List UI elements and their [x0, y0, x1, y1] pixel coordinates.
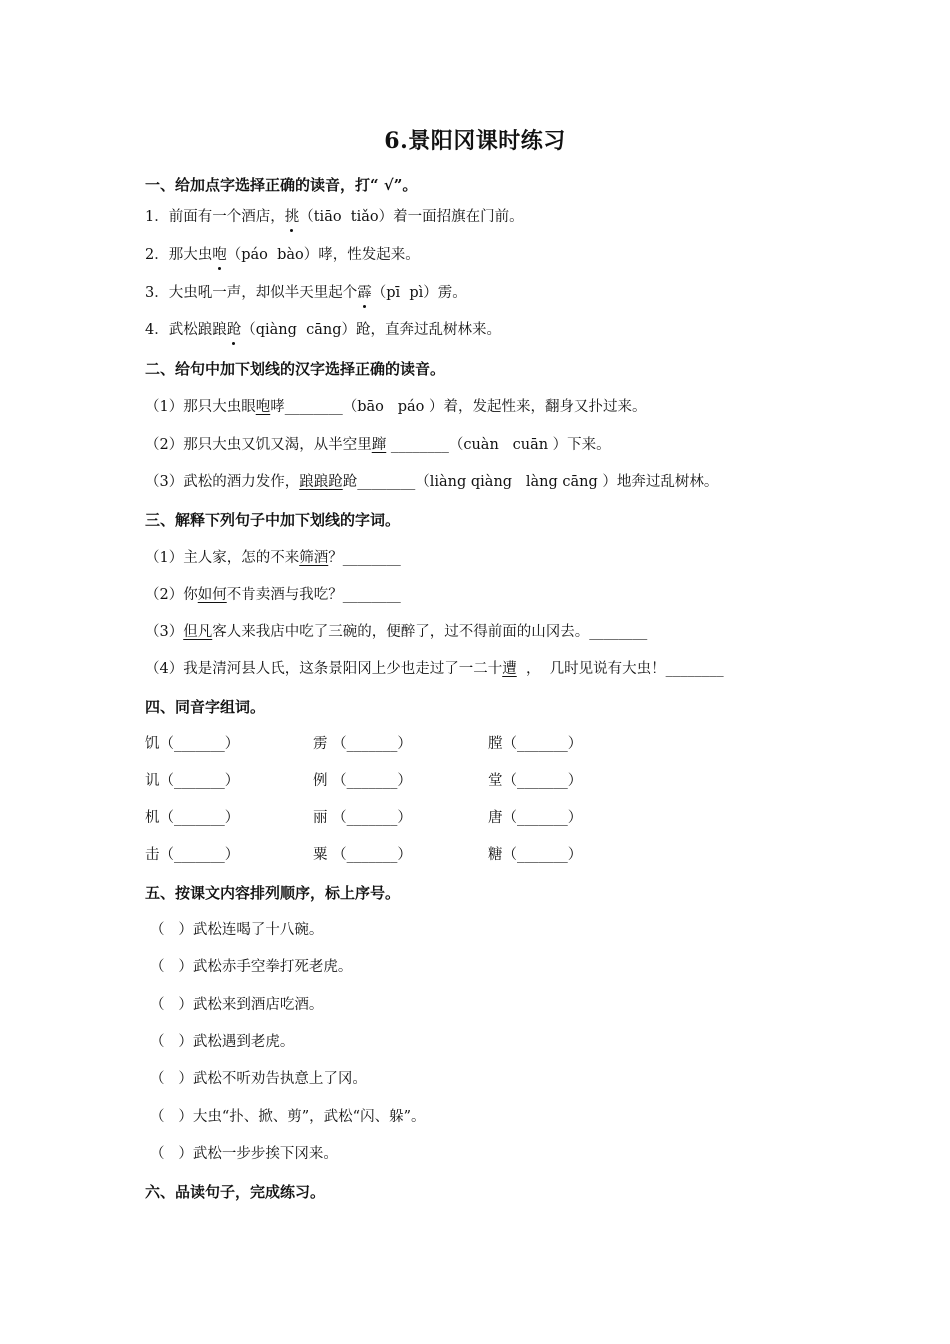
homophone-cell: 糖（_______） — [488, 847, 583, 863]
homophone-cell: 粟 （_______） — [313, 847, 412, 863]
s1-q2-text: 2．那大虫 — [145, 247, 213, 263]
section-4-heading: 四、同音字组词。 — [145, 698, 266, 716]
s1-q1-text: 1．前面有一个酒店， — [145, 209, 285, 225]
s1-q4-options: （qiàng cāng）跄，直奔过乱树林来。 — [241, 322, 502, 338]
s3-question-4 — [145, 659, 724, 679]
page-title: 6.景阳冈课时练习 — [384, 128, 566, 154]
s1-question-4 — [145, 320, 501, 340]
homophone-cell: 唐（_______） — [488, 810, 583, 826]
s2-q1-underlined: 咆 — [255, 399, 271, 415]
s3-q1-rest: ？________ — [328, 550, 401, 566]
s2-q3-underlined: 踉踉跄 — [299, 474, 343, 490]
s1-q1-options: （tiāo tiǎo）着一面招旗在门前。 — [299, 209, 524, 225]
s3-q4-underlined: 遭 — [502, 661, 517, 677]
s1-q1-dotted-char: 挑 — [284, 209, 300, 225]
order-item: （ ）武松来到酒店吃酒。 — [150, 997, 324, 1013]
section-6-heading: 六、品读句子，完成练习。 — [145, 1183, 326, 1201]
s3-q3-rest: 客人来我店中吃了三碗的，便醉了，过不得前面的山冈去。________ — [212, 624, 648, 640]
s2-question-2 — [145, 435, 611, 455]
s2-q1-rest: 哮________（bāo páo ）着，发起性来，翻身又扑过来。 — [270, 399, 647, 415]
s3-question-2 — [145, 585, 401, 605]
section-3-heading: 三、解释下列句子中加下划线的字词。 — [145, 511, 401, 529]
s3-q4-rest: ， 几时见说有大虫！________ — [516, 661, 724, 677]
s2-question-1 — [145, 397, 646, 417]
homophone-cell: 饥（_______） — [145, 736, 240, 752]
s1-question-2 — [145, 245, 420, 265]
homophone-cell: 例 （_______） — [313, 773, 412, 789]
s2-q2-underlined: 蹿 — [371, 437, 387, 453]
s2-q3-text: （3）武松的酒力发作， — [145, 474, 300, 490]
s2-question-3 — [145, 472, 718, 492]
s3-q2-underlined: 如何 — [197, 587, 227, 603]
s1-question-3 — [145, 283, 467, 303]
s3-question-1 — [145, 548, 401, 568]
s1-q2-options: （páo bào）哮，性发起来。 — [226, 247, 420, 263]
s2-q2-text: （2）那只大虫又饥又渴，从半空里 — [145, 437, 372, 453]
order-item: （ ）武松遇到老虎。 — [150, 1034, 295, 1050]
homophone-cell: 膛（_______） — [488, 736, 583, 752]
s2-q2-rest: ________（cuàn cuān ）下来。 — [386, 437, 611, 453]
section-5-heading: 五、按课文内容排列顺序，标上序号。 — [145, 884, 401, 902]
homophone-cell: 雳 （_______） — [313, 736, 412, 752]
s2-q1-text: （1）那只大虫眼 — [145, 399, 256, 415]
s1-q3-text: 3．大虫吼一声，却似半天里起个 — [145, 285, 358, 301]
s3-q1-underlined: 筛酒 — [299, 550, 329, 566]
s3-q3-text: （3） — [145, 624, 184, 640]
s3-q2-rest: 不肯卖酒与我吃？________ — [226, 587, 401, 603]
homophone-cell: 讥（_______） — [145, 773, 240, 789]
s1-question-1 — [145, 207, 524, 227]
s1-q4-text: 4．武松踉踉 — [145, 322, 227, 338]
s2-q3-rest: 跄________（liàng qiàng làng cāng ）地奔过乱树林。 — [342, 474, 719, 490]
s3-q3-underlined: 但凡 — [183, 624, 213, 640]
s3-q1-text: （1）主人家，怎的不来 — [145, 550, 300, 566]
s3-q4-text: （4）我是清河县人氏，这条景阳冈上少也走过了一二十 — [145, 661, 503, 677]
s1-q3-dotted-char: 霹 — [357, 285, 372, 301]
order-item: （ ）武松不听劝告执意上了冈。 — [150, 1071, 367, 1087]
homophone-cell: 堂（_______） — [488, 773, 583, 789]
s1-q3-options: （pī pì）雳。 — [371, 285, 467, 301]
order-item: （ ）武松赤手空拳打死老虎。 — [150, 959, 353, 975]
order-item: （ ）武松一步步挨下冈来。 — [150, 1146, 338, 1162]
s1-q4-dotted-char: 跄 — [226, 322, 242, 338]
homophone-cell: 机（_______） — [145, 810, 240, 826]
s3-question-3 — [145, 622, 647, 642]
homophone-cell: 击（_______） — [145, 847, 240, 863]
section-1-heading: 一、给加点字选择正确的读音，打“ √”。 — [145, 176, 418, 194]
s3-q2-text: （2）你 — [145, 587, 198, 603]
order-item: （ ）武松连喝了十八碗。 — [150, 922, 324, 938]
section-2-heading: 二、给句中加下划线的汉字选择正确的读音。 — [145, 360, 446, 378]
homophone-cell: 丽 （_______） — [313, 810, 412, 826]
order-item: （ ）大虫“扑、掀、剪”，武松“闪、躲”。 — [150, 1109, 426, 1125]
s1-q2-dotted-char: 咆 — [212, 247, 227, 263]
